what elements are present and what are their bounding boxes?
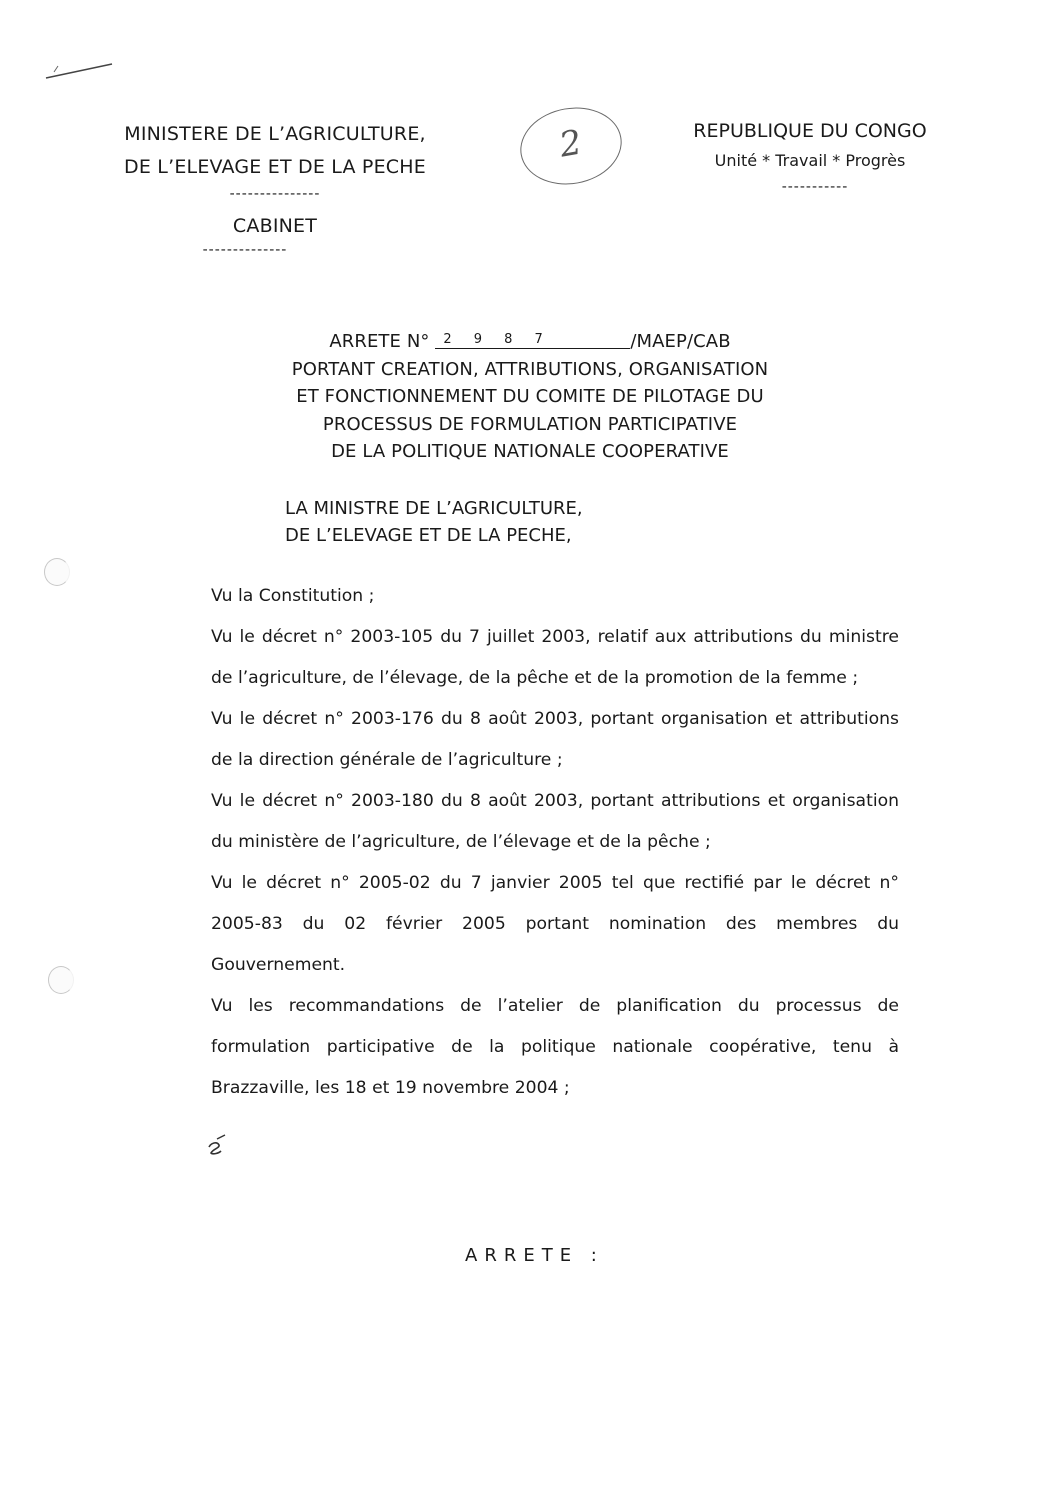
punch-hole <box>44 558 70 586</box>
minister-line2: DE L’ELEVAGE ET DE LA PECHE, <box>285 525 572 546</box>
republic-header <box>660 118 960 195</box>
visa-paragraph: Vu le décret n° 2003-105 du 7 juillet 2003, relatif aux attributions du ministre de l’agriculture, de l’élevage, de la pêche et de la promotion de la femme ; <box>211 627 899 688</box>
page-marker-number: 2 <box>556 122 585 166</box>
visa-paragraph: Vu le décret n° 2003-176 du 8 août 2003, portant organisation et attributions de la direction générale de l’agriculture ; <box>211 709 899 770</box>
country-name: REPUBLIQUE DU CONGO <box>693 120 927 142</box>
cabinet-label: CABINET <box>232 215 318 237</box>
national-motto: Unité * Travail * Progrès <box>714 151 906 170</box>
decree-number-suffix: /MAEP/CAB <box>630 331 731 352</box>
minister-line1: LA MINISTRE DE L’AGRICULTURE, <box>285 498 583 519</box>
visa-paragraph: Vu le décret n° 2003-180 du 8 août 2003, portant attributions et organisation du ministère de l’agriculture, de l’élevage et de la pêche ; <box>211 791 899 852</box>
decree-number-prefix: ARRETE N° <box>329 331 430 352</box>
decision-heading: ARRETE : <box>465 1245 604 1266</box>
visa-paragraph: Vu la Constitution ; <box>211 586 375 606</box>
decree-title <box>180 328 880 466</box>
visa-paragraph: Vu le décret n° 2005-02 du 7 janvier 2005 tel que rectifié par le décret n° 2005-83 du 02 février 2005 portant nomination des membres du Gouvernement. <box>211 873 899 975</box>
republic-separator: ----------- <box>781 179 849 195</box>
decree-number-line <box>180 328 880 356</box>
ministry-name-line1: MINISTERE DE L’AGRICULTURE, <box>124 123 426 145</box>
visa-paragraph: Vu les recommandations de l’atelier de planification du processus de formulation participative de la politique nationale coopérative, tenu à Brazzaville, les 18 et 19 novembre 2004 ; <box>211 996 899 1098</box>
ministry-separator: --------------- <box>229 186 321 202</box>
punch-hole <box>48 966 74 994</box>
decree-title-line: PROCESSUS DE FORMULATION PARTICIPATIVE <box>322 413 738 435</box>
decree-title-line: ET FONCTIONNEMENT DU COMITE DE PILOTAGE DU <box>296 386 764 407</box>
pen-scribble-mark <box>44 58 114 84</box>
handwritten-initials <box>203 1133 229 1159</box>
visas-section <box>211 576 899 1109</box>
ministry-name-line2: DE L’ELEVAGE ET DE LA PECHE <box>124 156 426 178</box>
minister-heading <box>285 495 785 549</box>
handwritten-page-marker <box>514 100 628 193</box>
ministry-header <box>80 118 470 258</box>
cabinet-separator: -------------- <box>202 242 288 258</box>
decree-title-line: PORTANT CREATION, ATTRIBUTIONS, ORGANISATION <box>291 358 769 380</box>
decree-title-line: DE LA POLITIQUE NATIONALE COOPERATIVE <box>331 441 729 462</box>
decree-number-field: 2 9 8 7 <box>435 332 630 349</box>
